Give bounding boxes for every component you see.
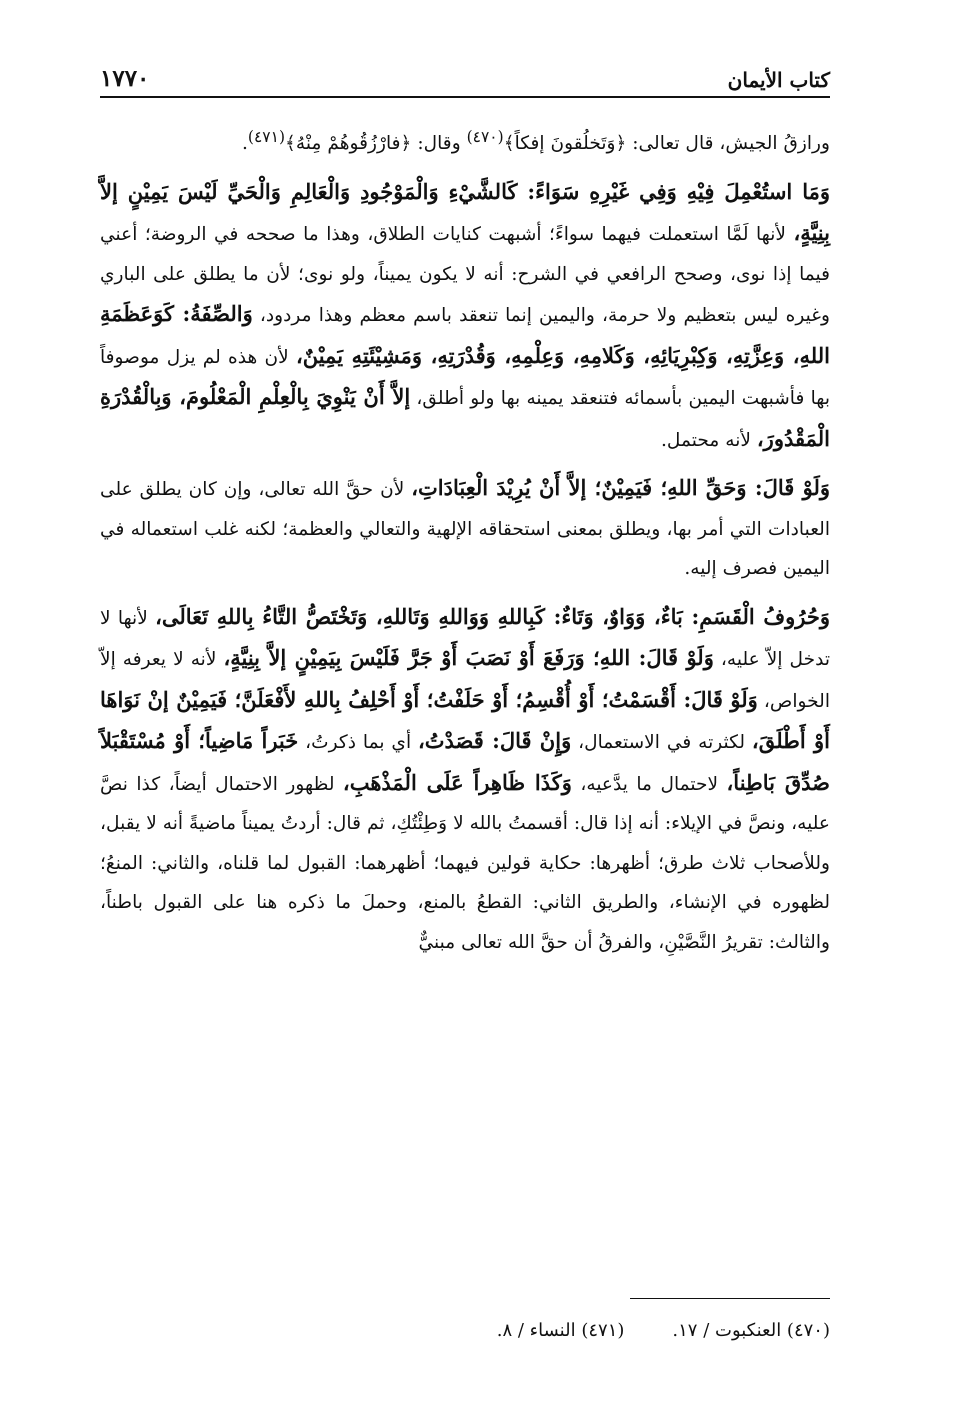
commentary-text: لأنها لَمَّا استعملت فيهما سواءً؛ أشبهت كنايات الطلاق، وهذا ما صححه في الروضة؛ أعني فيما إذا نوى، وصحح الرافعي في الشرح: أنه لا يكون يميناً، ولو نوى؛ لأن ما يطلق على الباري وغيره ليس بتعظيم ولا حرمة، واليمين إنما تنعقد باسم معظم وهذا مردود، (100, 224, 830, 327)
body-text (100, 118, 830, 970)
commentary-text: ورازقُ الجيش، قال تعالى: ﴿وَتَخلُقونَ إفكاً﴾ (503, 133, 830, 155)
footnote-470: (٤٧٠) العنكبوت / ١٧. (672, 1320, 830, 1341)
commentary-text: . (242, 133, 248, 155)
commentary-text: لأنه لا يعرفه إلاّ الخواص، (100, 649, 830, 712)
commentary-text: لأن هذه لم يزل موصوفاً بها فأشبهت اليمين بأسمائه فتنعقد يمينه بها ولو أطلق، (100, 346, 830, 410)
commentary-text: لظهور الاحتمال أيضاً، كذا نصَّ عليه، ونصَّ في الإيلاء: أنه إذا قال: أقسمتُ بالله لا وَطِئْتُكِ، ثم قال: أردتُ يميناً ماضيةً أنه لا يقبل، وللأصحاب ثلاث طرق؛ أظهرها: حكاية قولين فيهما؛ أظهرهما: القبول لما قلناه، والثاني: المنعُ؛ لظهوره في الإنشاء، والطريق الثاني: القطعُ بالمنع، وحملَ ما ذكره هنا على القبول باطناً، والثالث: تقريرُ النَّصَّيْنِ، والفرقُ أن حقَّ الله تعالى مبنيٌّ (100, 773, 830, 953)
matn-text: وَإِنْ قَالَ: قَصَدْتُ، (417, 728, 572, 754)
commentary-text: لأنها لا تدخل إلاّ عليه، (100, 607, 831, 671)
book-title: كتاب الأيمان (727, 68, 830, 92)
footnote-marker: (٤٧١) (247, 128, 286, 146)
paragraph-2 (100, 172, 830, 461)
book-page (100, 40, 830, 1370)
paragraph-1 (100, 118, 830, 164)
matn-text: وَكَذَا ظَاهِراً عَلَى الْمَذْهَبِ، (342, 769, 572, 795)
matn-text: إلاَّ أَنْ يَنْوِيَ بِالْعِلْمِ الْمَعْلُومَ، وَبِالْقُدْرَةِ الْمَقْدُورَ، (100, 384, 830, 451)
page-number: ١٧٧٠ (100, 65, 150, 92)
footnote-471: (٤٧١) النساء / ٨. (496, 1320, 625, 1341)
matn-text: وَلَوْ قَالَ: اللهِ؛ وَرَفَعَ أَوْ نَصَبَ أَوْ جَرَّ فَلَيْسَ بِيَمِيْنٍ إلاَّ بِنِيَّةٍ، (223, 645, 714, 671)
footnote-separator (630, 1298, 830, 1299)
footnotes (100, 1320, 830, 1341)
matn-text: وَلَوْ قَالَ: وَحَقِّ اللهِ؛ فَيَمِيْنٌ؛ إلاَّ أَنْ يُرِيْدَ الْعِبَادَاتِ، (411, 475, 830, 501)
matn-text: وَلَوْ قَالَ: أَقْسَمْتُ؛ أَوْ أُقْسِمُ؛ أَوْ حَلَفْتُ؛ أَوْ أَحْلِفُ بِاللهِ لأَفْعَلَنَّ؛ فَيَمِيْنٌ إنْ نَوَاهَا أَوْ أَطْلَقَ، (100, 686, 830, 754)
paragraph-3 (100, 468, 830, 589)
matn-text: وَحُرُوفُ الْقَسَمِ: بَاءٌ، وَوَاوٌ، وَتَاءٌ: كَبِاللهِ وَوَاللهِ وَتَاللهِ، وَتَخْتَصُّ التَّاءُ بِاللهِ تَعَالَى، (155, 603, 830, 629)
paragraph-4 (100, 597, 830, 963)
commentary-text: وقال: ﴿فارْزُقُوهُمْ مِنْهُ﴾ (285, 133, 467, 155)
commentary-text: لاحتمال ما يدَّعيه، (571, 773, 727, 795)
running-header (100, 58, 830, 98)
matn-text: وَمَا استُعْمِلَ فِيْهِ وَفِي غَيْرِهِ سَوَاءً: كَالشَّيْءِ وَالْمَوْجُودِ وَالْعَالِمِ وَالْحَيِّ لَيْسَ يَمِيْنٍ إلاَّ بِنِيَّةٍ، (100, 178, 830, 246)
commentary-text: لكثرته في الاستعمال، (571, 732, 752, 754)
commentary-text: أي بما ذكرتُ، (298, 732, 418, 754)
commentary-text: لأنه محتمل. (661, 429, 757, 451)
footnote-marker: (٤٧٠) (466, 128, 504, 146)
matn-text: خَبَراً مَاضِياً؛ أَوْ مُسْتَقْبَلاً صُدِّقَ بَاطِناً، (100, 728, 830, 795)
commentary-text: لأن حقَّ الله تعالى، وإن كان يطلق على العبادات التي أمر بها، ويطلق بمعنى استحقاقه الإلهية والتعالي والعظمة؛ لكنه غلب استعماله في اليمين فصرف إليه. (100, 479, 830, 580)
matn-text: وَالصِّفَةُ: كَوَعَظَمَةِ اللهِ، وَعِزَّتِهِ، وَكِبْرِيَائِهِ، وَكَلامِهِ، وَعِلْمِهِ، وَقُدْرَتِهِ، وَمَشِيْئَتِهِ يَمِيْنٌ، (100, 301, 830, 368)
